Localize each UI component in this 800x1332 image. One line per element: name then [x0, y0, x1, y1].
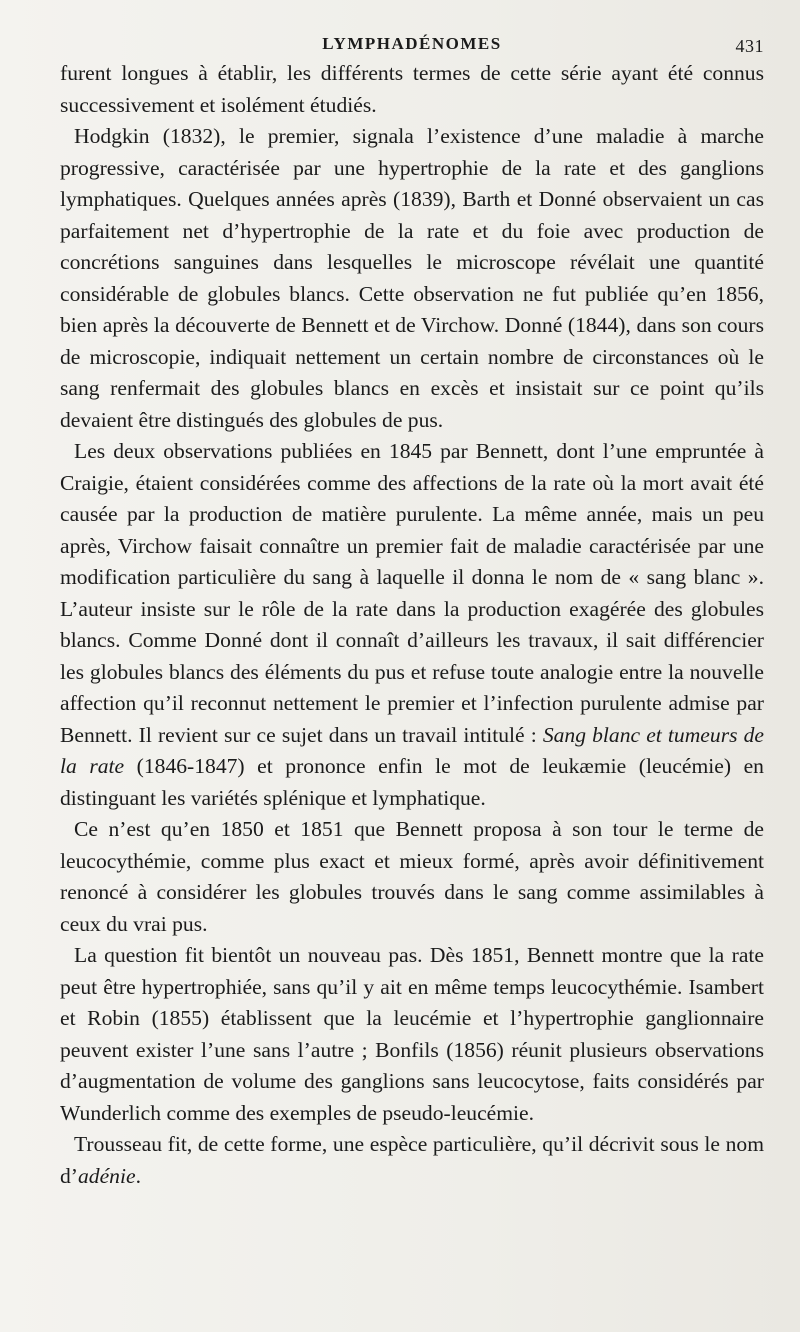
paragraph: [60, 436, 764, 814]
body-text: [60, 58, 764, 1192]
text-run: Hodgkin (1832), le premier, signala l’existence d’une maladie à marche progressive, caractérisée par une hypertrophie de la rate et des ganglions lymphatiques. Quelques années après (1839), Barth et Donné observaient un cas parfaitement net d’hypertrophie de la rate et du foie avec production de concrétions sanguines dans lesquelles le microscope révélait une quantité considérable de globules blancs. Cette observation ne fut publiée qu’en 1856, bien après la découverte de Bennett et de Virchow. Donné (1844), dans son cours de microscopie, indiquait nettement un certain nombre de circonstances où le sang renfermait des globules blancs en excès et insistait sur ce point qu’ils devaient être distingués des globules de pus.: [60, 124, 764, 432]
text-run: La question fit bientôt un nouveau pas. Dès 1851, Bennett montre que la rate peut être hypertrophiée, sans qu’il y ait en même temps leucocythémie. Isambert et Robin (1855) établissent que la leucémie et l’hypertrophie ganglionnaire peuvent exister l’une sans l’autre ; Bonfils (1856) réunit plusieurs observations d’augmentation de volume des ganglions sans leucocytose, faits considérés par Wunderlich comme des exemples de pseudo-leucémie.: [60, 943, 764, 1125]
text-run: .: [135, 1163, 141, 1188]
paragraph: [60, 58, 764, 121]
paragraph: [60, 121, 764, 436]
text-run: furent longues à établir, les différents termes de cette série ayant été connus successivement et isolément étudiés.: [60, 61, 764, 117]
paragraph: [60, 1129, 764, 1192]
paragraph: [60, 814, 764, 940]
running-title: LYMPHADÉNOMES: [322, 34, 502, 53]
running-header: [60, 26, 764, 58]
text-run: Ce n’est qu’en 1850 et 1851 que Bennett proposa à son tour le terme de leucocythémie, comme plus exact et mieux formé, après avoir définitivement renoncé à considérer les globules trouvés dans le sang comme assimilables à ceux du vrai pus.: [60, 817, 764, 936]
text-run: Trousseau fit, de cette forme, une espèce particulière, qu’il décrivit sous le nom d’: [60, 1132, 764, 1188]
text-run: (1846-1847) et prononce enfin le mot de leukæmie (leucémie) en distinguant les variétés splénique et lymphatique.: [60, 754, 764, 810]
text-run: Les deux observations publiées en 1845 par Bennett, dont l’une empruntée à Craigie, étaient considérées comme des affections de la rate où la mort avait été causée par la production de matière purulente. La même année, mais un peu après, Virchow faisait connaître un premier fait de maladie caractérisée par une modification particulière du sang à laquelle il donna le nom de « sang blanc ». L’auteur insiste sur le rôle de la rate dans la production exagérée des globules blancs. Comme Donné dont il connaît d’ailleurs les travaux, il sait différencier les globules blancs des éléments du pus et refuse toute analogie entre la nouvelle affection qu’il reconnut nettement le premier et l’infection purulente admise par Bennett. Il revient sur ce sujet dans un travail intitulé :: [60, 439, 764, 747]
italic-title: Sang blanc et tumeurs de la rate: [60, 722, 764, 778]
italic-term: adénie: [78, 1163, 136, 1188]
paragraph: [60, 940, 764, 1129]
page-number: 431: [735, 36, 764, 56]
